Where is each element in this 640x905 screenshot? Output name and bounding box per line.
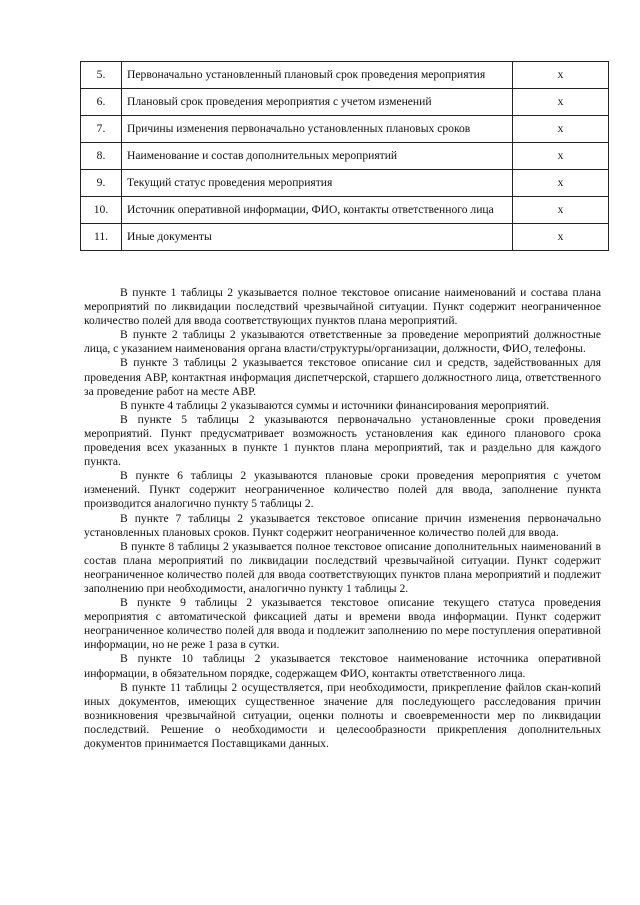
row-value: x [513, 62, 609, 89]
row-number: 5. [81, 62, 122, 89]
table-row [81, 170, 609, 197]
row-number: 8. [81, 143, 122, 170]
row-description: Первоначально установленный плановый срок проведения мероприятия [122, 62, 513, 89]
paragraph-item-5: В пункте 5 таблицы 2 указываются первоначально установленные сроки проведения мероприятий. Пункт предусматривает возможность установления как единого планового срока проведения всех указанных в пункте 1 пунктов плана мероприятий, так и раздельно для каждого пункта. [84, 412, 601, 469]
paragraph-item-2: В пункте 2 таблицы 2 указываются ответственные за проведение мероприятий должностные лица, с указанием наименования органа власти/структуры/организации, должности, ФИО, телефоны. [84, 328, 601, 356]
row-value: x [513, 224, 609, 251]
paragraph-item-4: В пункте 4 таблицы 2 указываются суммы и источники финансирования мероприятий. [120, 398, 550, 412]
table-row [81, 62, 609, 89]
row-description: Текущий статус проведения мероприятия [122, 170, 513, 197]
row-value: x [513, 143, 609, 170]
row-description: Источник оперативной информации, ФИО, контакты ответственного лица [122, 197, 513, 224]
paragraph-item-10: В пункте 10 таблицы 2 указывается текстовое наименование источника оперативной информации, в обязательном порядке, содержащем ФИО, контакты ответственного лица. [84, 652, 601, 680]
table-row [81, 89, 609, 116]
table-row [81, 197, 609, 224]
paragraph-item-7: В пункте 7 таблицы 2 указывается текстовое описание причин изменения первоначально установленных плановых сроков. Пункт содержит неограниченное количество полей для ввода. [84, 511, 601, 539]
row-description: Причины изменения первоначально установленных плановых сроков [122, 116, 513, 143]
paragraph-item-8: В пункте 8 таблицы 2 указывается полное текстовое описание дополнительных наименований в состав плана мероприятий по ликвидации последствий чрезвычайной ситуации. Пункт содержит неограниченное количество полей для ввода соответствующих пунктов плана мероприятий и подлежит заполнению при необходимости, аналогично пункту 1 таблицы 2. [84, 539, 601, 595]
paragraph-item-11: В пункте 11 таблицы 2 осуществляется, при необходимости, прикрепление файлов скан-копий иных документов, имеющих существенное значение для последующего расследования причин возникновения чрезвычайной ситуации, оценки полноты и своевременности мер по ликвидации последствий. Решение о необходимости и целесообразности прикрепления дополнительных документов принимается Поставщиками данных. [84, 680, 601, 750]
row-description: Наименование и состав дополнительных мероприятий [122, 143, 513, 170]
paragraph-item-9: В пункте 9 таблицы 2 указывается текстовое описание текущего статуса проведения мероприятия с автоматической фиксацией даты и времени ввода информации. Пункт содержит неограниченное количество полей для ввода и подлежит заполнению по мере поступления оперативной информации, но не реже 1 раза в сутки. [84, 596, 601, 652]
row-number: 7. [81, 116, 122, 143]
table-row [81, 116, 609, 143]
paragraph-item-3: В пункте 3 таблицы 2 указывается текстовое описание сил и средств, задействованных для проведения АВР, контактная информация диспетчерской, старшего должностного лица, ответственного за проведение работ на месте АВР. [84, 356, 601, 398]
row-value: x [513, 170, 609, 197]
row-value: x [513, 89, 609, 116]
table-row [81, 224, 609, 251]
row-description: Иные документы [122, 224, 513, 251]
table-row [81, 143, 609, 170]
row-value: x [513, 197, 609, 224]
row-number: 10. [81, 197, 122, 224]
row-number: 9. [81, 170, 122, 197]
paragraph-item-1: В пункте 1 таблицы 2 указывается полное текстовое описание наименований и состава плана мероприятий по ликвидации последствий чрезвычайной ситуации. Пункт содержит неограниченное количество полей для ввода соответствующих пунктов плана мероприятий. [84, 286, 601, 328]
spec-table [80, 61, 609, 251]
row-number: 6. [81, 89, 122, 116]
row-description: Плановый срок проведения мероприятия с учетом изменений [122, 89, 513, 116]
row-number: 11. [81, 224, 122, 251]
body-text [84, 286, 601, 751]
paragraph-item-6: В пункте 6 таблицы 2 указываются плановые сроки проведения мероприятия с учетом изменений. Пункт содержит неограниченное количество полей для ввода, заполнение пункта производится аналогично пункту 5 таблицы 2. [84, 469, 601, 511]
row-value: x [513, 116, 609, 143]
